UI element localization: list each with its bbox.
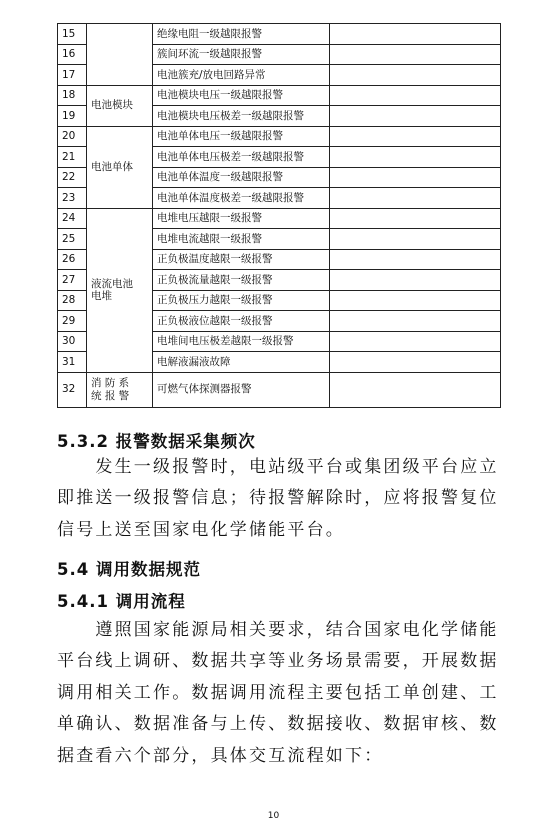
paragraph-call-flow [57,615,502,772]
row-number: 32 [58,372,87,407]
blank-cell [330,352,501,373]
table-row [58,126,501,147]
row-number: 15 [58,24,87,45]
row-number: 18 [58,85,87,106]
alarm-table [57,23,501,408]
section-heading-5-3-2: 5.3.2 报警数据采集频次 [57,432,256,451]
blank-cell [330,331,501,352]
category-line: 电堆 [91,290,112,302]
page-number: 10 [267,811,280,821]
alarm-item: 电堆间电压极差越限一级报警 [153,331,330,352]
paragraph-line: 遵照国家能源局相关要求，结合国家电化学储能 [57,620,499,640]
row-number: 20 [58,126,87,147]
category-line: 液流电池 [91,277,133,290]
paragraph-line: 即推送一级报警信息；待报警解除时，应将报警复位 [57,488,499,509]
blank-cell [330,311,501,332]
blank-cell [330,65,501,86]
blank-cell [330,372,501,407]
alarm-item: 电池单体电压极差一级越限报警 [153,147,330,168]
row-number: 17 [58,65,87,86]
paragraph-line: 发生一级报警时，电站级平台或集团级平台应立 [57,457,499,477]
blank-cell [330,229,501,250]
blank-cell [330,270,501,291]
alarm-item: 电池模块电压极差一级越限报警 [153,106,330,127]
blank-cell [330,24,501,45]
alarm-item: 正负极液位越限一级报警 [153,311,330,332]
section-heading-5-4: 5.4 调用数据规范 [57,560,201,579]
category-cell-fire [87,372,153,407]
alarm-item: 电池单体电压一级越限报警 [153,126,330,147]
paragraph-line: 信号上送至国家电化学储能平台。 [57,519,345,540]
row-number: 19 [58,106,87,127]
row-number: 22 [58,167,87,188]
alarm-item: 电解液漏液故障 [153,352,330,373]
row-number: 30 [58,331,87,352]
alarm-item: 电堆电流越限一级报警 [153,229,330,250]
category-line: 统 报 警 [91,389,130,402]
row-number: 28 [58,290,87,311]
row-number: 26 [58,249,87,270]
paragraph-line: 调用相关工作。数据调用流程主要包括工单创建、工 [57,682,499,703]
blank-cell [330,85,501,106]
paragraph-line: 单确认、数据准备与上传、数据接收、数据审核、数 [57,714,499,735]
alarm-item: 电池单体温度一级越限报警 [153,167,330,188]
row-number: 21 [58,147,87,168]
row-number: 29 [58,311,87,332]
alarm-item: 可燃气体探测器报警 [153,372,330,407]
row-number: 23 [58,188,87,209]
row-number: 24 [58,208,87,229]
blank-cell [330,106,501,127]
blank-cell [330,290,501,311]
row-number: 25 [58,229,87,250]
blank-cell [330,249,501,270]
alarm-item: 电池簇充/放电回路异常 [153,65,330,86]
blank-cell [330,208,501,229]
row-number: 16 [58,44,87,65]
category-cell-cluster [87,24,153,86]
alarm-item: 电池单体温度极差一级越限报警 [153,188,330,209]
table-row [58,85,501,106]
alarm-item: 电堆电压越限一级报警 [153,208,330,229]
paragraph-line: 据查看六个部分，具体交互流程如下： [57,745,384,766]
paragraph-alarm-frequency [57,452,502,546]
blank-cell [330,44,501,65]
row-number: 31 [58,352,87,373]
section-heading-5-4-1: 5.4.1 调用流程 [57,592,186,611]
blank-cell [330,126,501,147]
category-line: 消 防 系 [91,377,130,390]
paragraph-line: 平台线上调研、数据共享等业务场景需要，开展数据 [57,651,499,672]
alarm-item: 簇间环流一级越限报警 [153,44,330,65]
alarm-item: 正负极流量越限一级报警 [153,270,330,291]
alarm-item: 绝缘电阻一级越限报警 [153,24,330,45]
category-cell-module: 电池模块 [87,85,153,126]
blank-cell [330,147,501,168]
alarm-item: 正负极压力越限一级报警 [153,290,330,311]
alarm-item: 电池模块电压一级越限报警 [153,85,330,106]
table-row [58,372,501,407]
category-cell-cell: 电池单体 [87,126,153,208]
table-row [58,24,501,45]
alarm-item: 正负极温度越限一级报警 [153,249,330,270]
blank-cell [330,188,501,209]
blank-cell [330,167,501,188]
row-number: 27 [58,270,87,291]
table-row [58,208,501,229]
category-cell-flow-battery [87,208,153,372]
